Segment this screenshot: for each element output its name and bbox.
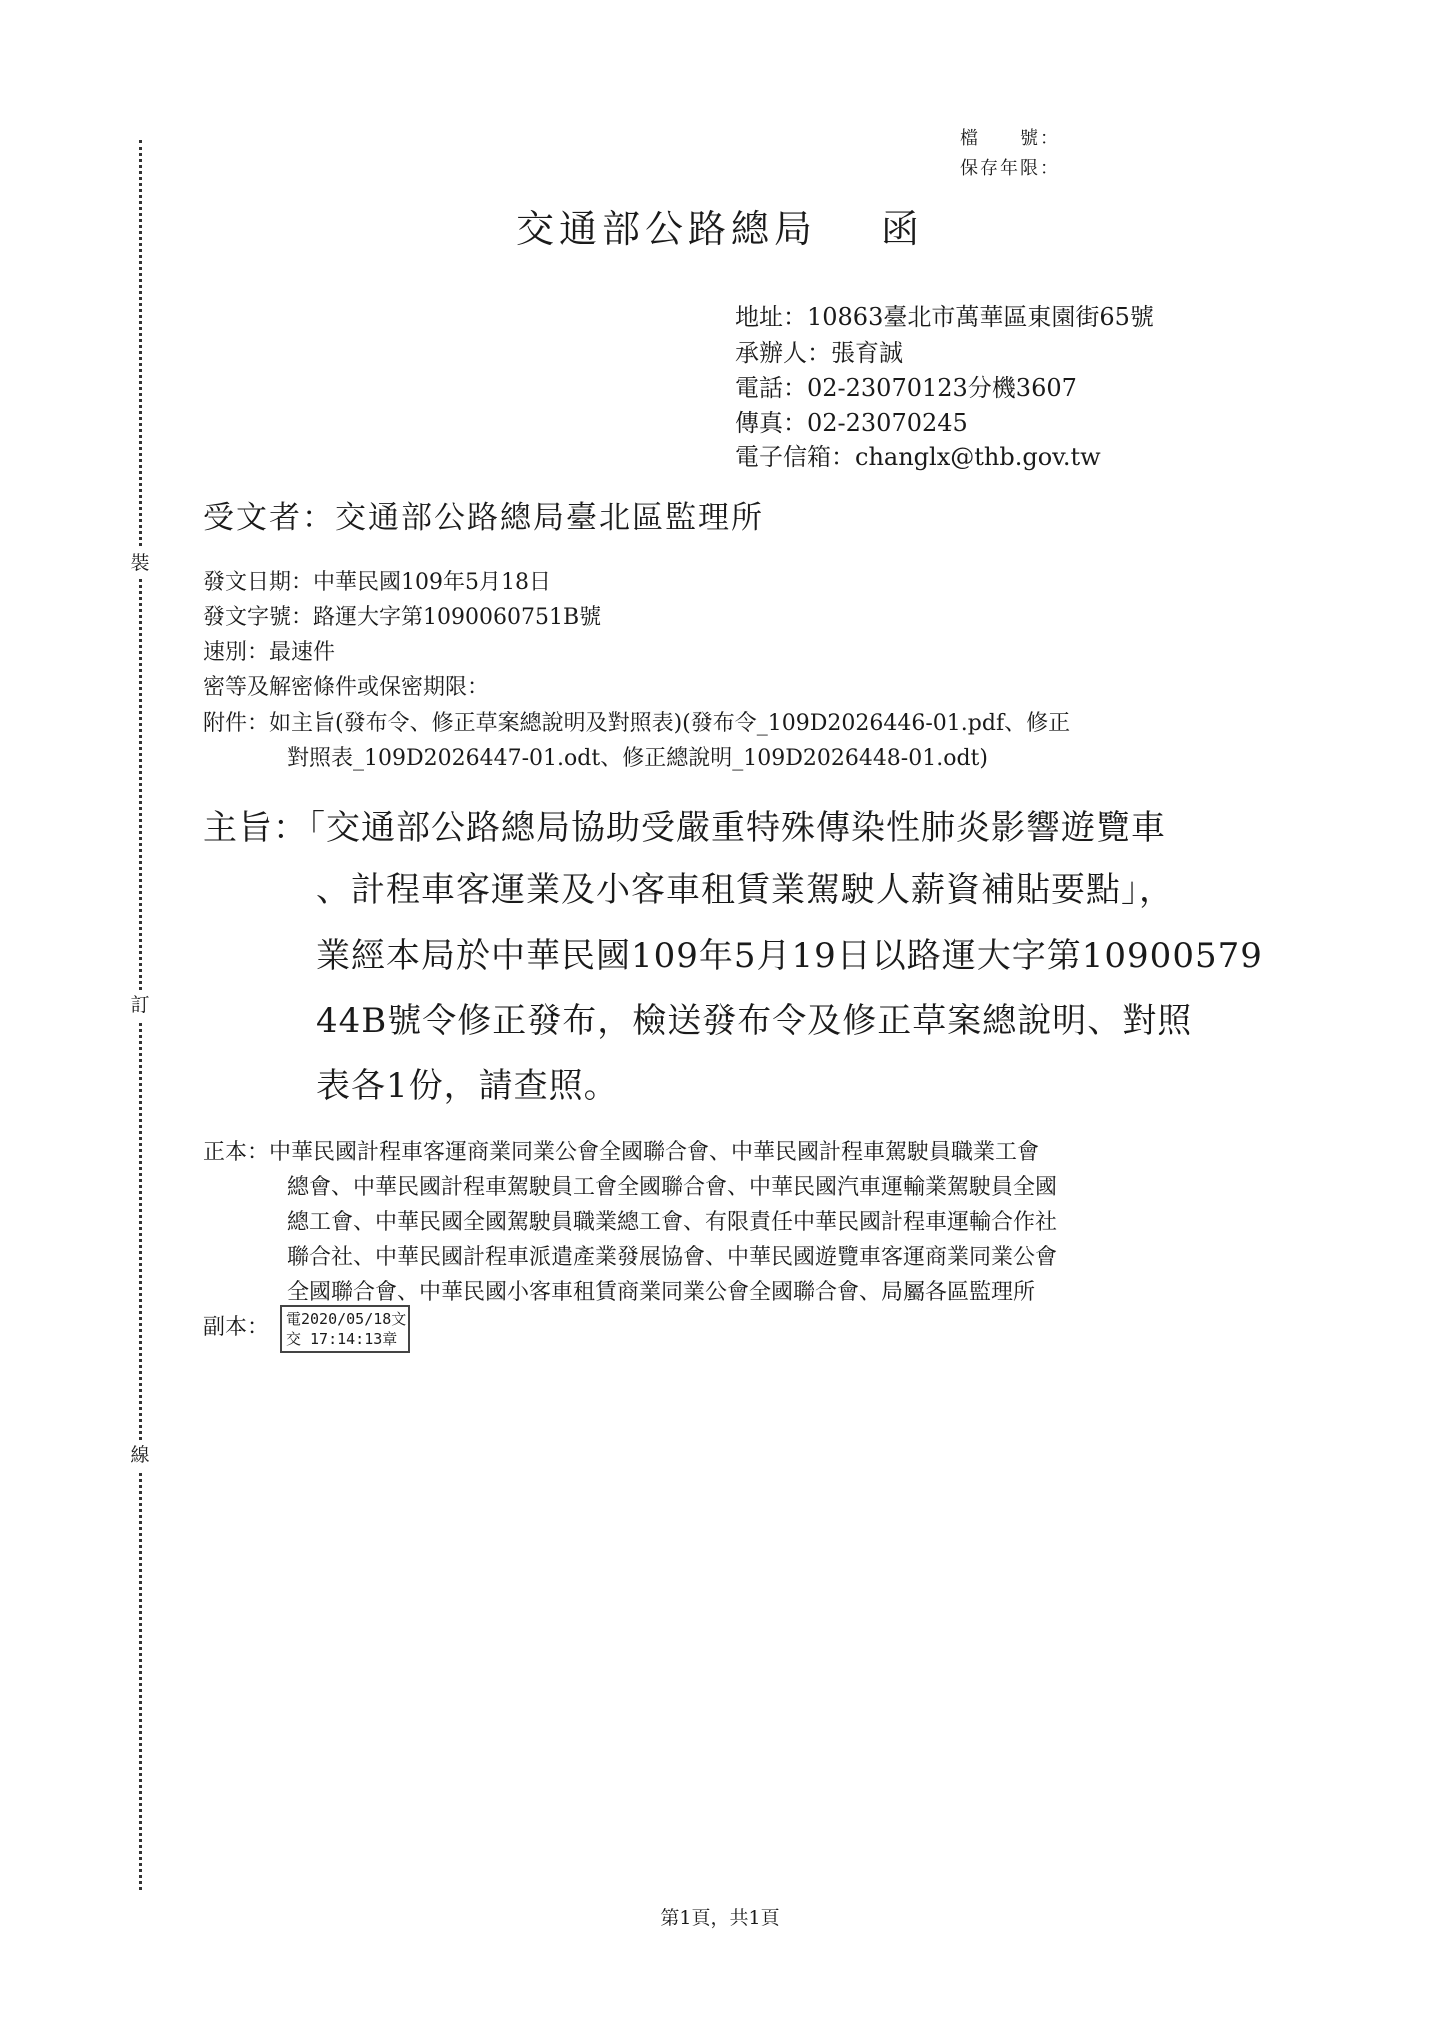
binding-mark-top: 裝: [128, 548, 152, 578]
contact-address: 地址：10863臺北市萬華區東園街65號: [735, 303, 1154, 331]
subject-line-3: 業經本局於中華民國109年5月19日以路運大字第10900579: [316, 936, 1263, 976]
page-number: 第1頁，共1頁: [660, 1907, 780, 1929]
stamp-line-1: 電2020/05/18文: [286, 1310, 407, 1328]
contact-phone: 電話：02-23070123分機3607: [735, 374, 1077, 402]
retention-period-label: 保存年限：: [960, 158, 1060, 179]
original-recipients-line-4: 聯合社、中華民國計程車派遣產業發展協會、中華民國遊覽車客運商業同業公會: [287, 1245, 1058, 1270]
document-title: [0, 198, 1440, 253]
title-agency: 交通部公路總局: [515, 207, 817, 251]
copy-recipients-label: 副本：: [203, 1315, 270, 1340]
file-number-label: 檔 號：: [960, 128, 1060, 149]
original-recipients-line-2: 總會、中華民國計程車駕駛員工會全國聯合會、中華民國汽車運輸業駕駛員全國: [287, 1175, 1058, 1200]
contact-email: 電子信箱：changlx@thb.gov.tw: [735, 443, 1101, 471]
original-recipients-line-1: 正本：中華民國計程車客運商業同業公會全國聯合會、中華民國計程車駕駛員職業工會: [203, 1140, 1040, 1165]
subject-line-1: 主旨：「交通部公路總局協助受嚴重特殊傳染性肺炎影響遊覽車: [203, 808, 1166, 848]
original-recipients-line-3: 總工會、中華民國全國駕駛員職業總工會、有限責任中華民國計程車運輸合作社: [287, 1210, 1058, 1235]
subject-line-2: 、計程車客運業及小客車租賃業駕駛人薪資補貼要點」，: [316, 870, 1174, 910]
contact-handler: 承辦人：張育誠: [735, 339, 903, 367]
document-number: 發文字號：路運大字第1090060751B號: [203, 605, 602, 630]
original-recipients-line-5: 全國聯合會、中華民國小客車租賃商業同業公會全國聯合會、局屬各區監理所: [287, 1280, 1036, 1305]
contact-fax: 傳真：02-23070245: [735, 409, 968, 437]
subject-line-4: 44B號令修正發布，檢送發布令及修正草案總說明、對照: [316, 1001, 1193, 1041]
stamp-line-2: 交 17:14:13章: [286, 1330, 398, 1348]
subject-line-5: 表各1份，請查照。: [316, 1066, 619, 1106]
secrecy-level: 密等及解密條件或保密期限：: [203, 675, 490, 700]
title-doc-type: 函: [881, 207, 925, 251]
binding-mark-bottom: 線: [128, 1440, 152, 1470]
attachment-line-1: 附件：如主旨(發布令、修正草案總說明及對照表)(發布令_109D2026446-01.pdf、修正: [203, 711, 1071, 736]
binding-mark-middle: 訂: [128, 990, 152, 1020]
electronic-exchange-stamp: [280, 1305, 410, 1353]
issue-date: 發文日期：中華民國109年5月18日: [203, 570, 551, 595]
attachment-line-2: 對照表_109D2026447-01.odt、修正總說明_109D2026448-01.odt): [287, 746, 988, 771]
speed-category: 速別：最速件: [203, 640, 336, 665]
recipient: 受文者：交通部公路總局臺北區監理所: [203, 500, 764, 536]
